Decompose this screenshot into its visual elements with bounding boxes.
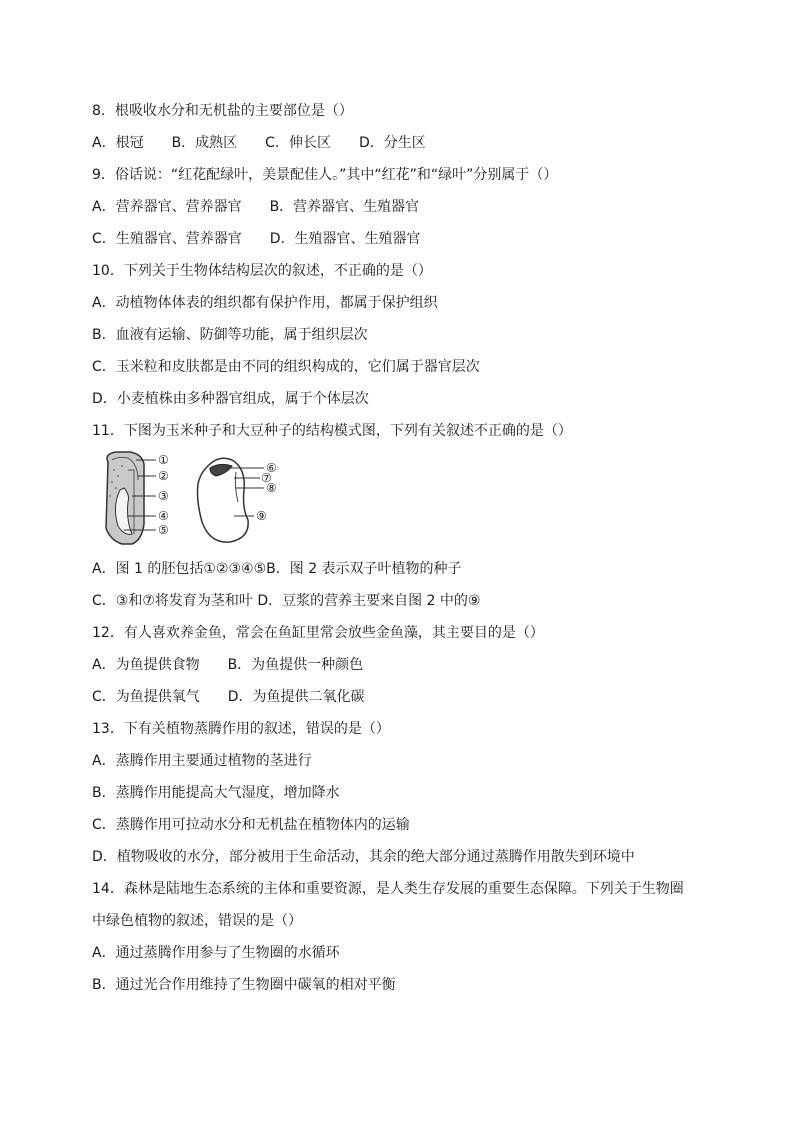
- question-12-stem: 12．有人喜欢养金鱼，常会在鱼缸里常会放些金鱼藻，其主要目的是（）: [92, 625, 544, 641]
- label-5: ⑤: [158, 523, 169, 537]
- question-12-options-cd: C．为鱼提供氧气 D．为鱼提供二氧化碳: [92, 689, 365, 705]
- question-10-option-d: D．小麦植株由多种器官组成，属于个体层次: [92, 391, 369, 407]
- question-10-option-b: B．血液有运输、防御等功能，属于组织层次: [92, 327, 368, 343]
- question-9-options-ab: A．营养器官、营养器官 B．营养器官、生殖器官: [92, 199, 420, 215]
- seed-structure-figure: [98, 450, 288, 546]
- label-2: ②: [158, 469, 169, 483]
- label-6: ⑥: [266, 461, 277, 475]
- question-8-stem: 8．根吸收水分和无机盐的主要部位是（）: [92, 103, 353, 119]
- question-11-options-ab: A．图 1 的胚包括①②③④⑤B．图 2 表示双子叶植物的种子: [92, 561, 462, 577]
- question-14-option-a: A．通过蒸腾作用参与了生物圈的水循环: [92, 945, 340, 961]
- label-4: ④: [158, 509, 169, 523]
- question-13-stem: 13．下有关植物蒸腾作用的叙述，错误的是（）: [92, 721, 390, 737]
- question-11-options-cd: C．③和⑦将发育为茎和叶 D．豆浆的营养主要来自图 2 中的⑨: [92, 593, 481, 609]
- question-11-stem: 11．下图为玉米种子和大豆种子的结构模式图，下列有关叙述不正确的是（）: [92, 423, 572, 439]
- question-14-option-b: B．通过光合作用维持了生物圈中碳氧的相对平衡: [92, 977, 396, 993]
- question-8-options: A．根冠 B．成熟区 C．伸长区 D．分生区: [92, 135, 426, 151]
- question-14-stem: 14．森林是陆地生态系统的主体和重要资源，是人类生存发展的重要生态保障。下列关于生物圈: [92, 881, 684, 897]
- question-13-option-b: B．蒸腾作用能提高大气湿度，增加降水: [92, 785, 340, 801]
- label-8: ⑧: [266, 481, 277, 495]
- label-7: ⑦: [261, 471, 272, 485]
- question-12-options-ab: A．为鱼提供食物 B．为鱼提供一种颜色: [92, 657, 364, 673]
- question-10-option-a: A．动植物体体表的组织都有保护作用，都属于保护组织: [92, 295, 438, 311]
- question-13-option-a: A．蒸腾作用主要通过植物的茎进行: [92, 753, 312, 769]
- question-13-option-c: C．蒸腾作用可拉动水分和无机盐在植物体内的运输: [92, 817, 410, 833]
- label-3: ③: [158, 489, 169, 503]
- question-9-options-cd: C．生殖器官、营养器官 D．生殖器官、生殖器官: [92, 231, 421, 247]
- label-9: ⑨: [256, 509, 267, 523]
- question-14-stem-continued: 中绿色植物的叙述，错误的是（）: [92, 913, 302, 929]
- question-13-option-d: D．植物吸收的水分，部分被用于生命活动，其余的绝大部分通过蒸腾作用散失到环境中: [92, 849, 635, 865]
- question-9-stem: 9．俗话说：“红花配绿叶，美景配佳人。”其中“红花”和“绿叶”分别属于（）: [92, 167, 558, 183]
- question-10-option-c: C．玉米粒和皮肤都是由不同的组织构成的，它们属于器官层次: [92, 359, 480, 375]
- label-1: ①: [158, 453, 169, 467]
- soybean-seed-diagram: [198, 458, 277, 542]
- corn-seed-diagram: [106, 452, 169, 544]
- question-10-stem: 10．下列关于生物体结构层次的叙述，不正确的是（）: [92, 263, 432, 279]
